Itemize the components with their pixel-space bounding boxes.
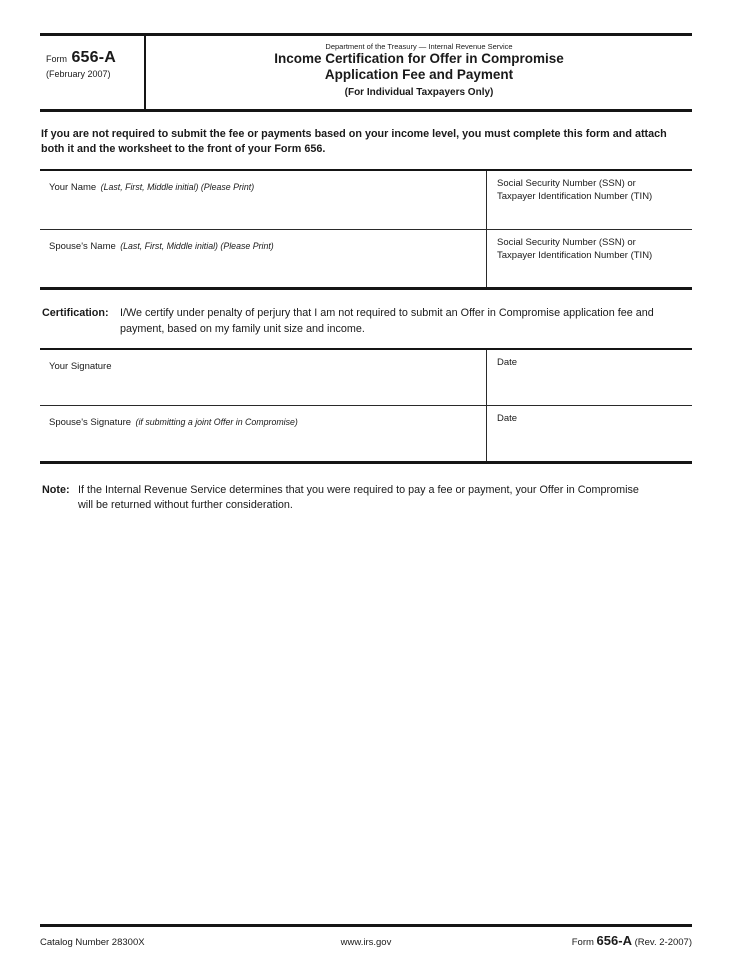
spouse-name-label-note: (Last, First, Middle initial) (Please Print) [120, 240, 274, 251]
your-name-cell [40, 171, 487, 229]
your-signature-input[interactable] [44, 372, 482, 403]
certification-text: I/We certify under penalty of perjury that I am not required to submit an Offer in Compromise application fee and payment, based on my family unit size and income. [120, 307, 654, 335]
table-row-spouse-signature [40, 405, 692, 461]
catalog-number: Catalog Number 28300X [40, 937, 145, 948]
date-label: Date [497, 357, 518, 368]
ssn-label-line2: Taxpayer Identification Number (TIN) [497, 191, 653, 202]
spouse-signature-label: Spouse's Signature [49, 417, 132, 428]
spouse-name-input[interactable] [44, 252, 482, 286]
form-title-line1: Income Certification for Offer in Compromise [274, 51, 564, 66]
spouse-signature-input[interactable] [44, 428, 482, 459]
certification-label: Certification: [42, 307, 109, 319]
footer-form-number: 656-A [596, 933, 632, 948]
spouse-name-label: Spouse's Name [49, 240, 116, 252]
form-number-line [46, 49, 144, 67]
spouse-date-label: Date [497, 413, 518, 424]
spouse-ssn-input[interactable] [491, 262, 688, 286]
name-ssn-table [40, 169, 692, 290]
your-name-input[interactable] [44, 193, 482, 227]
certification-block [42, 305, 682, 337]
instruction-paragraph: If you are not required to submit the fee or payments based on your income level, you must complete this form and attach both it and the worksheet to the front of your Form 656. [41, 128, 667, 155]
form-title-area [146, 36, 692, 109]
form-title-line2: Application Fee and Payment [324, 67, 514, 82]
footer-rule [40, 924, 692, 927]
form-subtitle: (For Individual Taxpayers Only) [344, 87, 494, 98]
irs-website: www.irs.gov [340, 937, 392, 948]
note-label: Note: [42, 484, 70, 496]
form-identifier [40, 36, 146, 109]
spouse-signature-cell [40, 406, 487, 461]
your-signature-cell [40, 350, 487, 405]
spouse-signature-date-input[interactable] [491, 438, 688, 459]
spouse-signature-date-cell [487, 406, 692, 461]
table-row-your-signature [40, 350, 692, 405]
signature-table [40, 348, 692, 464]
footer [40, 933, 692, 948]
form-revision-date: (February 2007) [46, 69, 111, 79]
footer-form-id [452, 933, 692, 948]
ssn-label-line1: Social Security Number (SSN) or [497, 178, 636, 189]
footer-form-word: Form [571, 937, 594, 948]
spouse-name-cell [40, 230, 487, 288]
your-signature-label: Your Signature [49, 361, 112, 372]
your-signature-date-input[interactable] [491, 382, 688, 403]
footer-revision: (Rev. 2-2007) [634, 937, 692, 948]
your-name-label: Your Name [49, 182, 97, 193]
spouse-ssn-label-line1: Social Security Number (SSN) or [497, 236, 636, 248]
your-ssn-cell [487, 171, 692, 229]
table-row-spouse-name [40, 229, 692, 288]
your-name-label-note: (Last, First, Middle initial) (Please Print) [100, 182, 255, 192]
form-number: 656-A [71, 49, 117, 66]
your-signature-date-cell [487, 350, 692, 405]
table-row-your-name [40, 171, 692, 229]
spouse-signature-label-note: (if submitting a joint Offer in Compromise) [135, 417, 298, 427]
your-ssn-input[interactable] [491, 203, 688, 227]
spouse-ssn-label-line2: Taxpayer Identification Number (TIN) [497, 249, 653, 261]
form-header [40, 33, 692, 112]
note-block [42, 483, 656, 513]
agency-line: Department of the Treasury — Internal Revenue Service [325, 42, 513, 51]
form-word-label: Form [46, 54, 67, 64]
note-text: If the Internal Revenue Service determines that you were required to pay a fee or payment, your Offer in Compromise will be returned without further consideration. [78, 484, 639, 511]
spouse-ssn-cell [487, 230, 692, 288]
